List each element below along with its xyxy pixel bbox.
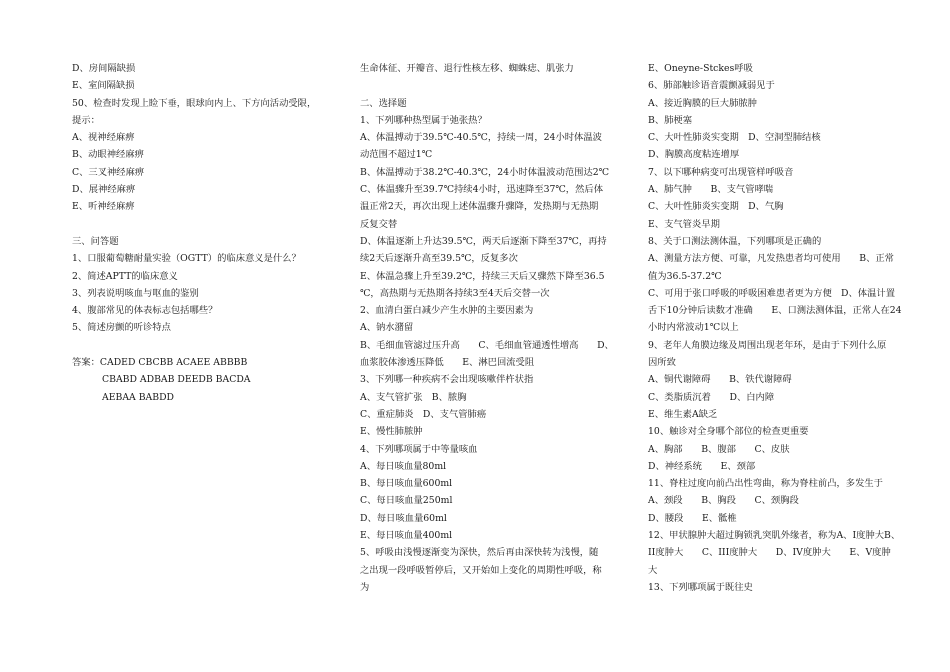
text-line: B、毛细血管滤过压升高 C、毛细血管通透性增高 D、 [360, 339, 614, 351]
text-line: A、支气管扩张 B、脓胸 [360, 391, 467, 403]
option-e: E、听神经麻痹 [72, 201, 135, 213]
question: 9、老年人角膜边缘及周围出现老年环，是由于下列什么原 [648, 339, 887, 351]
option-c: C、三叉神经麻痹 [72, 166, 145, 178]
answer-key-line: 答案：CADED CBCBB ACAEE ABBBB [72, 357, 248, 369]
qa-item: 5、简述房颤的听诊特点 [72, 322, 171, 334]
text-line: A、胸部 B、腹部 C、皮肤 [648, 443, 790, 455]
question: 6、肺部触诊语音震颤减弱见于 [648, 80, 775, 92]
question: 11、脊柱过度向前凸出性弯曲，称为脊柱前凸，多发生于 [648, 478, 883, 490]
text-line: 血浆胶体渗透压降低 E、淋巴回流受阻 [360, 357, 535, 369]
text-line: E、室间隔缺损 [72, 80, 135, 92]
text-line: 因所致 [648, 357, 676, 369]
qa-item: 1、口服葡萄糖耐量实验（OGTT）的临床意义是什么？ [72, 253, 301, 265]
question: 5、呼吸由浅慢逐渐变为深快，然后再由深快转为浅慢，随 [360, 547, 599, 559]
text-line: B、肺梗塞 [648, 114, 693, 126]
question: 13、下列哪项属于既往史 [648, 581, 753, 593]
text-line: D、体温逐渐上升达39.5℃，两天后逐渐下降至37℃，再持 [360, 235, 607, 247]
qa-item: 4、腹部常见的体表标志包括哪些？ [72, 305, 218, 317]
text-line: C、类脂质沉着 D、白内障 [648, 391, 775, 403]
text-line: 值为36.5-37.2℃ [648, 270, 722, 282]
text-line: 续2天后逐渐升高至39.5℃，反复多次 [360, 253, 518, 265]
text-line: A、体温搏动于39.5℃-40.5℃，持续一周，24小时体温波 [360, 132, 602, 144]
question: 1、下列哪种热型属于弛张热？ [360, 114, 487, 126]
text-line: A、每日咳血量80ml [360, 460, 447, 472]
question-50: 50、检查时发现上睑下垂，眼球向内上、下方向活动受限， [72, 97, 317, 109]
text-line: 温正常2天，再次出现上述体温骤升骤降，发热期与无热期 [360, 201, 599, 213]
section-title: 二、选择题 [360, 97, 407, 109]
question: 10、触诊对全身哪个部位的检查更重要 [648, 426, 809, 438]
text-line: E、慢性肺脓肿 [360, 426, 423, 438]
text-line: E、每日咳血量400ml [360, 530, 453, 542]
text-line: B、体温搏动于38.2℃-40.3℃，24小时体温波动范围达2℃ [360, 166, 610, 178]
text-line: E、Oneyne-Stckes呼吸 [648, 63, 753, 74]
text-line: C、可用于张口呼吸的呼吸困难患者更为方便 D、体温计置 [648, 287, 895, 299]
text-line: 之出现一段呼吸暂停后，又开始如上变化的周期性呼吸，称 [360, 564, 602, 576]
text-line: C、体温骤升至39.7℃持续4小时，迅速降至37℃，然后体 [360, 184, 603, 196]
text-line: ℃，高热期与无热期各持续3至4天后交替一次 [360, 287, 550, 299]
answer-key-line: AEBAA BABDD [102, 391, 175, 403]
text-line: D、房间隔缺损 [72, 63, 136, 74]
text-line: A、铜代谢障碍 B、铁代谢障碍 [648, 374, 792, 386]
text-line: 生命体征、开瓣音、退行性核左移、蜘蛛痣、肌张力 [360, 63, 574, 74]
option-a: A、视神经麻痹 [72, 132, 135, 144]
text-line: A、测量方法方便、可靠，凡发热患者均可使用 B、正常 [648, 253, 894, 265]
text-line: 小时内常波动1℃以上 [648, 322, 739, 334]
text-line: 提示： [72, 114, 100, 126]
text-line: C、大叶性肺炎实变期 D、空洞型肺结核 [648, 132, 821, 144]
column-middle [360, 60, 630, 596]
section-title: 三、问答题 [72, 235, 119, 247]
option-b: B、动眼神经麻痹 [72, 149, 144, 161]
text-line: E、体温急骤上升至39.2℃，持续三天后又骤然下降至36.5 [360, 270, 605, 282]
text-line: E、维生素A缺乏 [648, 408, 718, 420]
text-line: C、重症肺炎 D、支气管肺癌 [360, 408, 487, 420]
column-left [72, 60, 340, 406]
text-line: 舌下10分钟后读数才准确 E、口测法测体温，正常人在24 [648, 305, 902, 317]
text-line: 动范围不超过1℃ [360, 149, 433, 161]
text-line: D、神经系统 E、颈部 [648, 460, 756, 472]
qa-item: 3、列表说明咳血与呕血的鉴别 [72, 287, 199, 299]
text-line: D、胸膜高度粘连增厚 [648, 149, 740, 161]
text-line: C、大叶性肺炎实变期 D、气胸 [648, 201, 784, 213]
answer-key-line: CBABD ADBAB DEEDB BACDA [102, 374, 251, 386]
question: 4、下列哪项属于中等量咳血 [360, 443, 478, 455]
text-line: 反复交替 [360, 218, 398, 230]
question: 12、甲状腺肿大超过胸锁乳突肌外缘者，称为A、I度肿大B、 [648, 530, 901, 542]
text-line: A、肺气肿 B、支气管哮喘 [648, 184, 774, 196]
question: 2、血清白蛋白减少产生水肿的主要因素为 [360, 305, 534, 317]
text-line: B、每日咳血量600ml [360, 478, 453, 490]
text-line: A、接近胸膜的巨大肺脓肿 [648, 97, 757, 109]
qa-item: 2、简述APTT的临床意义 [72, 270, 178, 282]
text-line: 为 [360, 581, 370, 593]
question: 7、以下哪种病变可出现管样呼吸音 [648, 166, 794, 178]
text-line: E、支气管炎早期 [648, 218, 720, 230]
text-line: II度肿大 C、III度肿大 D、IV度肿大 E、V度肿 [648, 547, 891, 559]
question: 3、下列哪一种疾病不会出现咳嗽伴杵状指 [360, 374, 534, 386]
question: 8、关于口测法测体温，下列哪项是正确的 [648, 235, 822, 247]
text-line: 大 [648, 564, 658, 576]
text-line: C、每日咳血量250ml [360, 495, 453, 507]
text-line: A、颈段 B、胸段 C、颈胸段 [648, 495, 799, 507]
column-right [648, 60, 918, 596]
option-d: D、展神经麻痹 [72, 184, 136, 196]
text-line: A、钠水潴留 [360, 322, 414, 334]
text-line: D、腰段 E、骶椎 [648, 512, 737, 524]
text-line: D、每日咳血量60ml [360, 512, 447, 524]
